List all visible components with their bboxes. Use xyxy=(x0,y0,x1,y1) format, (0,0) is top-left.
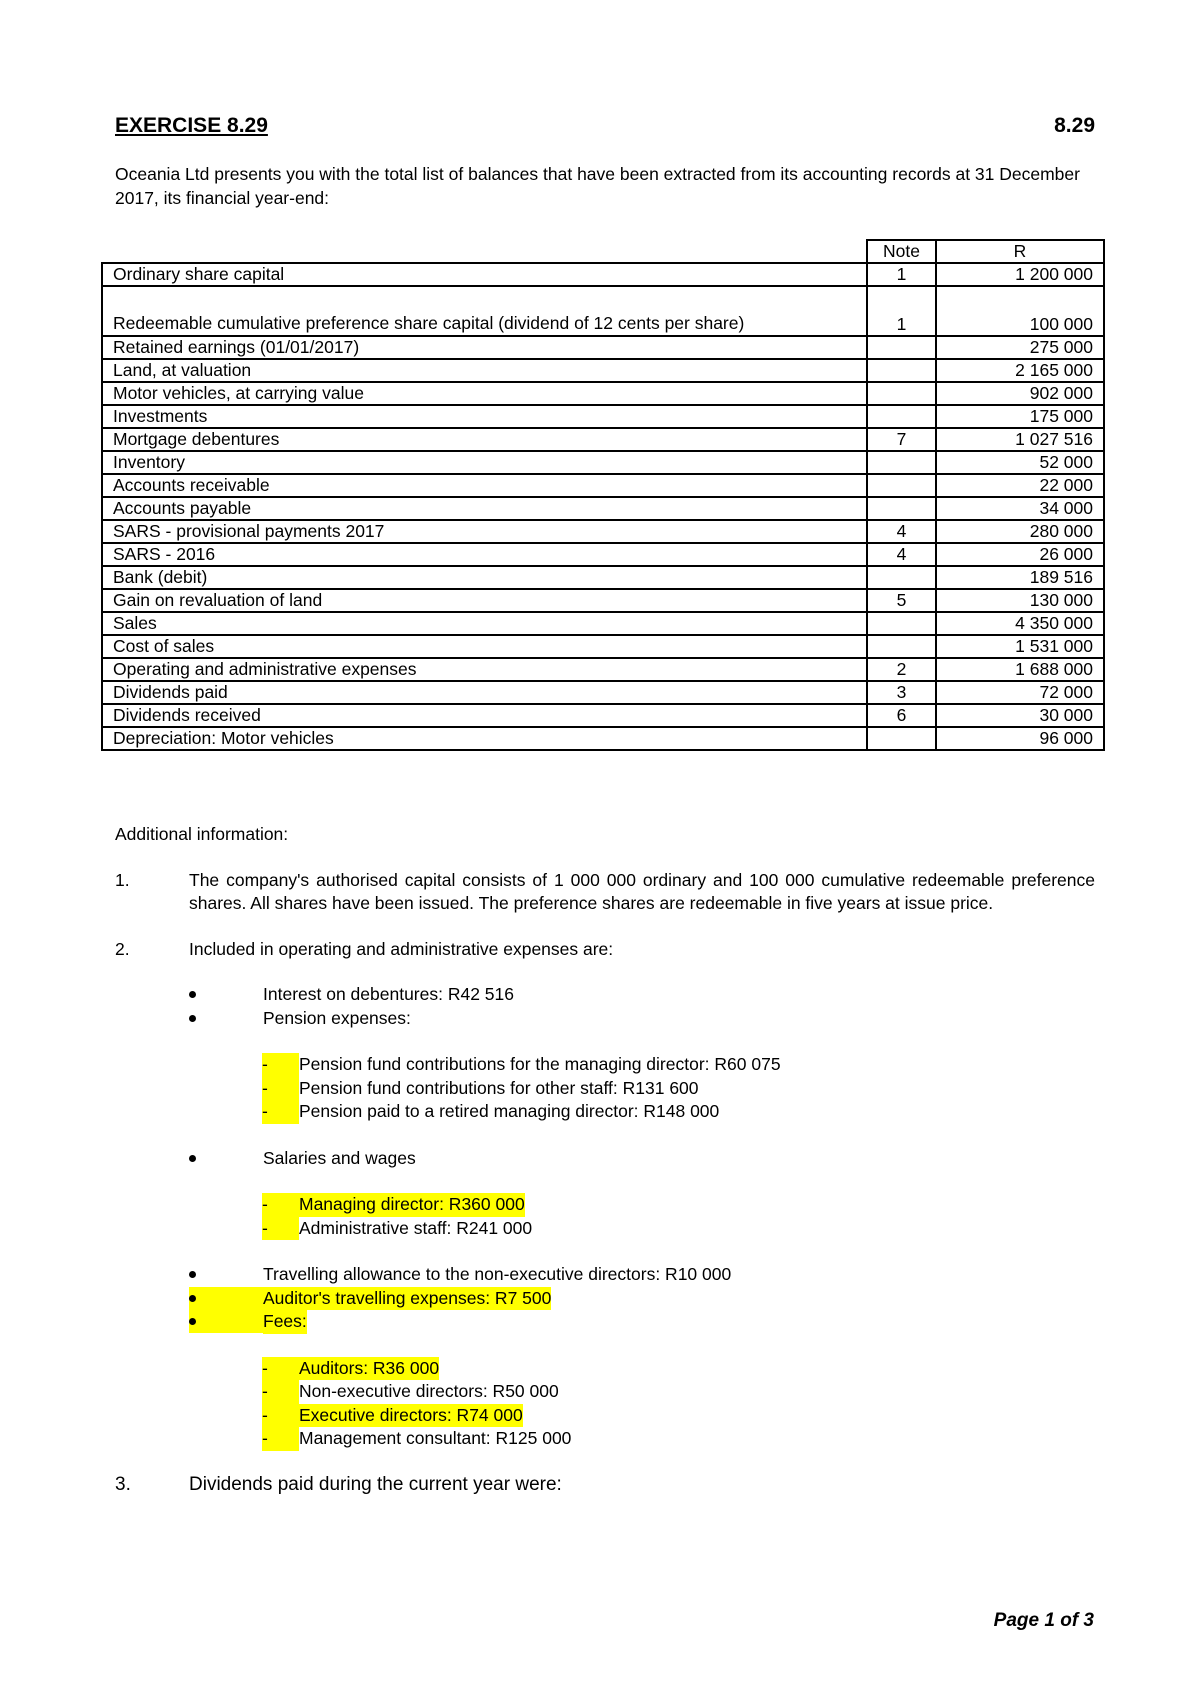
page-number: Page 1 of 3 xyxy=(993,1610,1094,1631)
row-note: 2 xyxy=(867,658,936,681)
table-row xyxy=(102,612,1104,635)
exercise-title: EXERCISE 8.29 xyxy=(115,114,268,137)
sub-item xyxy=(262,1357,1095,1381)
item-number: 2. xyxy=(115,938,130,959)
row-note: 6 xyxy=(867,704,936,727)
bullet-text: Auditor's travelling expenses: R7 500 xyxy=(263,1287,551,1311)
row-amount: 2 165 000 xyxy=(936,359,1104,382)
table-row xyxy=(102,635,1104,658)
bullet-icon xyxy=(189,1007,263,1030)
row-description: SARS - 2016 xyxy=(102,543,867,566)
row-amount: 22 000 xyxy=(936,474,1104,497)
row-amount: 100 000 xyxy=(936,286,1104,336)
sub-item xyxy=(262,1404,1095,1428)
row-amount: 1 688 000 xyxy=(936,658,1104,681)
table-row xyxy=(102,428,1104,451)
row-description: Retained earnings (01/01/2017) xyxy=(102,336,867,359)
row-description: Bank (debit) xyxy=(102,566,867,589)
row-amount: 902 000 xyxy=(936,382,1104,405)
row-note: 7 xyxy=(867,428,936,451)
row-note xyxy=(867,474,936,497)
note-item-1 xyxy=(115,869,1095,916)
dash-marker: - xyxy=(262,1053,299,1077)
row-note xyxy=(867,727,936,750)
table-header-row xyxy=(102,240,1104,263)
row-note xyxy=(867,566,936,589)
row-description: Accounts payable xyxy=(102,497,867,520)
bullet-item xyxy=(189,1147,1095,1171)
sub-item xyxy=(262,1053,1095,1077)
sub-item xyxy=(262,1217,1095,1241)
row-note xyxy=(867,635,936,658)
table-row xyxy=(102,543,1104,566)
dash-marker: - xyxy=(262,1427,299,1451)
row-amount: 96 000 xyxy=(936,727,1104,750)
row-description: Depreciation: Motor vehicles xyxy=(102,727,867,750)
sub-text: Auditors: R36 000 xyxy=(299,1357,439,1381)
dash-marker: - xyxy=(262,1404,299,1428)
bullet-item xyxy=(189,1310,1095,1334)
row-amount: 30 000 xyxy=(936,704,1104,727)
header-blank xyxy=(102,240,867,263)
salary-bullets xyxy=(189,1147,1095,1171)
sub-text: Pension fund contributions for the managing director: R60 075 xyxy=(299,1054,781,1074)
row-description: Cost of sales xyxy=(102,635,867,658)
bullet-text: Travelling allowance to the non-executive directors: R10 000 xyxy=(263,1264,732,1284)
row-description: Operating and administrative expenses xyxy=(102,658,867,681)
table-row xyxy=(102,474,1104,497)
bullet-item xyxy=(189,1263,1095,1287)
row-note xyxy=(867,359,936,382)
row-description: Gain on revaluation of land xyxy=(102,589,867,612)
item-text: The company's authorised capital consists of 1 000 000 ordinary and 100 000 cumulative redeemable preference shares. All shares have been issued. The preference shares are redeemable in five years at issue price. xyxy=(189,869,1095,913)
sub-text: Pension fund contributions for other staff: R131 600 xyxy=(299,1077,699,1098)
additional-heading: Additional information: xyxy=(115,824,289,844)
sub-text: Non-executive directors: R50 000 xyxy=(299,1381,559,1401)
row-amount: 130 000 xyxy=(936,589,1104,612)
bullet-text: Interest on debentures: R42 516 xyxy=(263,984,515,1004)
bullet-text: Fees: xyxy=(263,1310,307,1334)
sub-text: Management consultant: R125 000 xyxy=(299,1428,572,1448)
bullet-icon xyxy=(189,1147,263,1170)
row-description: Investments xyxy=(102,405,867,428)
row-description: Dividends paid xyxy=(102,681,867,704)
table-row xyxy=(102,566,1104,589)
bullet-text: Pension expenses: xyxy=(263,1007,411,1028)
table-row xyxy=(102,520,1104,543)
sub-item xyxy=(262,1193,1095,1217)
dash-marker: - xyxy=(262,1380,299,1404)
row-amount: 26 000 xyxy=(936,543,1104,566)
table-row xyxy=(102,497,1104,520)
table-row xyxy=(102,727,1104,750)
bullet-icon xyxy=(189,1310,263,1333)
dash-marker: - xyxy=(262,1193,299,1217)
item-text: Included in operating and administrative expenses are: xyxy=(189,938,614,959)
row-description: Inventory xyxy=(102,451,867,474)
table-row xyxy=(102,405,1104,428)
intro-paragraph: Oceania Ltd presents you with the total list of balances that have been extracted from its accounting records at 31 December 2017, its financial year-end: xyxy=(115,164,1080,208)
row-description: Dividends received xyxy=(102,704,867,727)
row-note xyxy=(867,382,936,405)
row-amount: 1 531 000 xyxy=(936,635,1104,658)
row-description: SARS - provisional payments 2017 xyxy=(102,520,867,543)
row-description: Sales xyxy=(102,612,867,635)
row-description: Motor vehicles, at carrying value xyxy=(102,382,867,405)
table-row xyxy=(102,336,1104,359)
bullet-icon xyxy=(189,983,263,1006)
table-row xyxy=(102,658,1104,681)
row-amount: 175 000 xyxy=(936,405,1104,428)
balances-table xyxy=(101,239,1105,751)
dash-marker: - xyxy=(262,1217,299,1241)
expense-bullets xyxy=(189,983,1095,1030)
sub-item xyxy=(262,1380,1095,1404)
dash-marker: - xyxy=(262,1077,299,1101)
bullet-icon xyxy=(189,1287,263,1310)
fees-list xyxy=(262,1357,1095,1451)
table-row xyxy=(102,704,1104,727)
other-bullets xyxy=(189,1263,1095,1334)
row-note xyxy=(867,497,936,520)
row-note xyxy=(867,451,936,474)
bullet-icon xyxy=(189,1263,263,1286)
column-header-amount: R xyxy=(936,240,1104,263)
row-amount: 275 000 xyxy=(936,336,1104,359)
sub-text: Managing director: R360 000 xyxy=(299,1193,525,1217)
row-amount: 4 350 000 xyxy=(936,612,1104,635)
row-amount: 34 000 xyxy=(936,497,1104,520)
bullet-text: Salaries and wages xyxy=(263,1147,416,1168)
table-row xyxy=(102,681,1104,704)
note-item-2 xyxy=(115,938,1095,962)
table-row xyxy=(102,589,1104,612)
table-row xyxy=(102,263,1104,286)
row-amount: 52 000 xyxy=(936,451,1104,474)
dash-marker: - xyxy=(262,1100,299,1124)
row-note: 4 xyxy=(867,520,936,543)
exercise-number: 8.29 xyxy=(1054,114,1095,137)
row-description: Accounts receivable xyxy=(102,474,867,497)
sub-text: Executive directors: R74 000 xyxy=(299,1404,523,1428)
row-description: Land, at valuation xyxy=(102,359,867,382)
row-note: 1 xyxy=(867,263,936,286)
row-amount: 1 027 516 xyxy=(936,428,1104,451)
row-note: 5 xyxy=(867,589,936,612)
additional-information xyxy=(115,823,1095,1496)
bullet-item xyxy=(189,1007,1095,1031)
column-header-note: Note xyxy=(867,240,936,263)
sub-item xyxy=(262,1077,1095,1101)
sub-item xyxy=(262,1427,1095,1451)
row-description: Ordinary share capital xyxy=(102,263,867,286)
row-note xyxy=(867,336,936,359)
salary-list xyxy=(262,1193,1095,1240)
row-amount: 1 200 000 xyxy=(936,263,1104,286)
pension-list xyxy=(262,1053,1095,1124)
row-amount: 189 516 xyxy=(936,566,1104,589)
item-number: 1. xyxy=(115,869,130,890)
bullet-item xyxy=(189,1287,1095,1311)
sub-item xyxy=(262,1100,1095,1124)
bullet-item xyxy=(189,983,1095,1007)
sub-text: Administrative staff: R241 000 xyxy=(299,1217,533,1238)
page-header xyxy=(115,114,1095,210)
item-number: 3. xyxy=(115,1473,131,1495)
row-note: 4 xyxy=(867,543,936,566)
row-description: Redeemable cumulative preference share capital (dividend of 12 cents per share) xyxy=(102,286,867,336)
table-row xyxy=(102,359,1104,382)
item-text: Dividends paid during the current year were: xyxy=(189,1473,562,1495)
row-note xyxy=(867,612,936,635)
sub-text: Pension paid to a retired managing director: R148 000 xyxy=(299,1101,720,1121)
table-row xyxy=(102,382,1104,405)
row-amount: 280 000 xyxy=(936,520,1104,543)
table-row xyxy=(102,286,1104,336)
note-item-3 xyxy=(115,1473,1095,1497)
dash-marker: - xyxy=(262,1357,299,1381)
table-row xyxy=(102,451,1104,474)
row-description: Mortgage debentures xyxy=(102,428,867,451)
row-note xyxy=(867,405,936,428)
row-amount: 72 000 xyxy=(936,681,1104,704)
row-note: 1 xyxy=(867,286,936,336)
row-note: 3 xyxy=(867,681,936,704)
